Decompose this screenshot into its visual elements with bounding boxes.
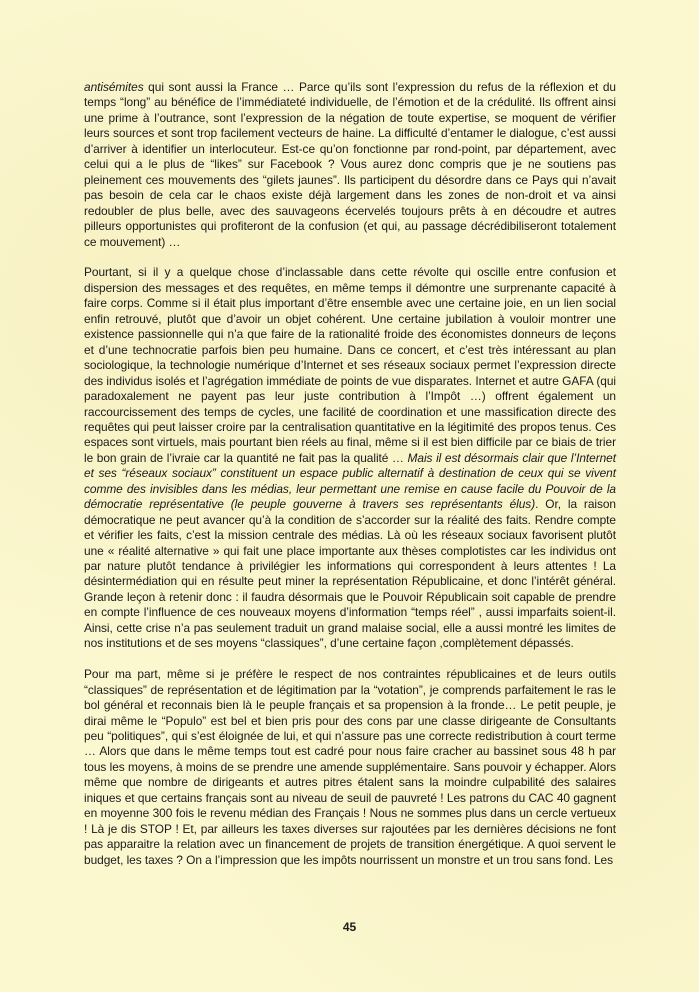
paragraph-2-part-1: Pourtant, si il y a quelque chose d’inclassable dans cette révolte qui oscille entre confusion et dispersion des messages et des requêtes, en même temps il démontre une surprenante capacité à faire corps. Comme si il était plus important d’être ensemble avec une certaine joie, en un lien social enfin retrouvé, plutôt que d’avoir un objet cohérent. Une certaine jubilation à vouloir montrer une existence passionnelle qui n’a que faire de la rationalité froide des économistes donneurs de leçons et d’une technocratie parfois bien peu humaine. Dans ce concert, et c’est très intéressant au plan sociologique, la technologie numérique d’Internet et ses réseaux sociaux permet l’expression directe des individus isolés et l’agrégation immédiate de points de vue disparates. Internet et autre GAFA (qui paradoxalement ne payent pas leur juste contribution à l’Impôt …) offrent également un raccourcissement des temps de cycles, une facilité de coordination et une massification directe des requêtes qui peut laisser croire par la centralisation quantitative en la légitimité des propos tenus. Ces espaces sont virtuels, mais pourtant bien réels au final, même si il est bien difficile par ce biais de trier le bon grain de l’ivraie car la quantité ne fait pas la qualité … [84,265,616,465]
paragraph-2-italic-quote: Mais il est désormais clair que l’Internet et ses “réseaux sociaux” constituent un espace public alternatif à destination de ceux qui se vivent comme des invisibles dans les médias, leur permettant une remise en cause facile du Pouvoir de la démocratie représentative (le peuple gouverne à travers ses représentants élus) [84,450,616,512]
paragraph-1-body: qui sont aussi la France … Parce qu’ils sont l’expression du refus de la réflexion et du temps “long” au bénéfice de l’immédiateté individuelle, de l’émotion et de la crédulité. Ils offrent ainsi une prime à l’outrance, sont l’expression de la négation de toute expertise, se moquent de vérifier leurs sources et sont trop facilement vecteurs de haine. La difficulté d’entamer le dialogue, c’est aussi d’arriver à identifier un interlocuteur. Est-ce qu’on fonctionne par rond-point, par département, avec celui qui a le plus de “likes” sur Facebook ? Vous aurez donc compris que je ne soutiens pas pleinement ces mouvements des “gilets jaunes”. Ils participent du désordre dans ce Pays qui n’avait pas besoin de cela car le chaos existe déjà largement dans les zones de non-droit et va ainsi redoubler de plus belle, avec des sauvageons écervelés toujours prêts à en découdre et autres pilleurs opportunistes qui profiteront de la confusion (et qui, au passage décrédibiliseront totalement ce mouvement) … [84,80,616,249]
paragraph-2-part-2: . Or, la raison démocratique ne peut avancer qu’à la condition de s’accorder sur la réalité des faits. Rendre compte et vérifier les faits, c’est la mission centrale des médias. Là où les réseaux sociaux favorisent plutôt une « réalité alternative » qui fait une place importante aux thèses complotistes car les individus ont par nature plutôt tendance à privilégier les informations qui correspondent à leurs attentes ! La désintermédiation qui en résulte peut miner la représentation Républicaine, et donc l’intérêt général. Grande leçon à retenir donc : il faudra désormais que le Pouvoir Républicain soit capable de prendre en compte l’influence de ces nouveaux moyens d’information “temps réel” , aussi imparfaits soient-il. Ainsi, cette crise n’a pas seulement traduit un grand malaise social, elle a aussi montré les limites de nos institutions et de ses moyens “classiques”, d’une certaine façon ,complètement dépassés. [84,497,616,651]
paragraph-1 [84,80,616,250]
paragraph-3-body: Pour ma part, même si je préfère le respect de nos contraintes républicaines et de leurs outils “classiques” de représentation et de légitimation par la “votation”, je comprends parfaitement le ras le bol général et reconnais bien là le peuple français et sa propension à la fronde… Le petit peuple, je dirai même le “Populo” est bel et bien pris pour des cons par une classe dirigeante de Consultants peu “politiques”, qui s’est éloignée de lui, et qui n’assure pas une correcte redistribution à court terme … Alors que dans le même temps tout est cadré pour nous faire cracher au bassinet sous 48 h par tous les moyens, à moins de se prendre une amende supplémentaire. Sans pouvoir y échapper. Alors même que nombre de dirigeants et autres pitres étalent sans la moindre culpabilité des salaires iniques et que certains français sont au niveau de seuil de pauvreté ! Les patrons du CAC 40 gagnent en moyenne 300 fois le revenu médian des Français ! Nous ne sommes plus dans un cercle vertueux ! Là je dis STOP ! Et, par ailleurs les taxes diverses sur rajoutées par les dernières décisions ne font pas apparaitre la relation avec un financement de projets de transition énergétique. A quoi servent le budget, les taxes ? On a l’impression que les impôts nourrissent un monstre et un trou sans fond. Les [84,667,616,867]
body-text [84,80,616,884]
paragraph-2 [84,265,616,651]
paragraph-3 [84,667,616,868]
italic-lead: antisémites [84,80,144,94]
page-number: 45 [342,920,357,934]
